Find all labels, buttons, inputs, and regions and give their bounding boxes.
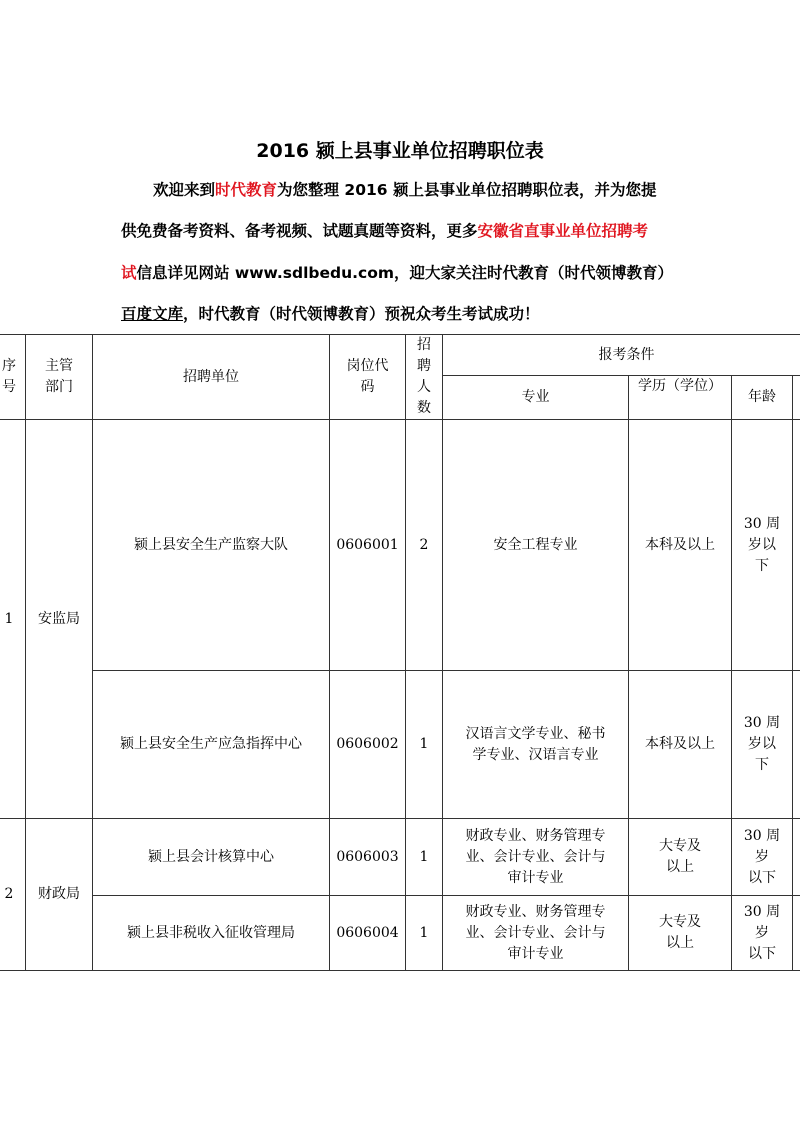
age-cell: 30 周 岁 以下 xyxy=(732,819,793,896)
code-cell: 0606002 xyxy=(330,671,406,819)
table-row xyxy=(0,420,800,671)
unit-cell: 颍上县非税收入征收管理局 xyxy=(93,896,330,971)
major-cell: 财政专业、财务管理专 业、会计专业、会计与 审计专业 xyxy=(443,896,629,971)
header-major: 专业 xyxy=(443,376,629,420)
header-extra xyxy=(793,376,800,420)
seq-cell: 1 xyxy=(0,420,26,819)
extra-cell xyxy=(793,671,800,819)
edu-cell: 大专及 以上 xyxy=(629,819,732,896)
code-cell: 0606001 xyxy=(330,420,406,671)
intro-text: 信息详见网站 www.sdlbedu.com，迎大家关注时代教育（时代领博教育） xyxy=(136,264,674,282)
table-row xyxy=(0,819,800,896)
extra-cell xyxy=(793,819,800,896)
header-conditions: 报考条件 xyxy=(443,335,800,376)
extra-cell xyxy=(793,420,800,671)
intro-line-3 xyxy=(0,261,800,283)
intro-text: 供免费备考资料、备考视频、试题真题等资料，更多 xyxy=(121,222,478,240)
unit-cell: 颍上县安全生产应急指挥中心 xyxy=(93,671,330,819)
edu-cell: 大专及 以上 xyxy=(629,896,732,971)
age-cell: 30 周 岁以 下 xyxy=(732,420,793,671)
header-count: 招 聘 人 数 xyxy=(406,335,443,420)
major-cell: 财政专业、财务管理专 业、会计专业、会计与 审计专业 xyxy=(443,819,629,896)
code-cell: 0606003 xyxy=(330,819,406,896)
baidu-wenku-link[interactable]: 百度文库 xyxy=(121,305,184,323)
header-dept: 主管 部门 xyxy=(26,335,93,420)
recruitment-link-tail[interactable]: 试 xyxy=(121,264,137,282)
major-cell: 汉语言文学专业、秘书 学专业、汉语言专业 xyxy=(443,671,629,819)
count-cell: 1 xyxy=(406,671,443,819)
extra-cell xyxy=(793,896,800,971)
header-code: 岗位代 码 xyxy=(330,335,406,420)
code-cell: 0606004 xyxy=(330,896,406,971)
edu-cell: 本科及以上 xyxy=(629,671,732,819)
intro-line-2 xyxy=(0,219,800,241)
intro-text: 欢迎来到 xyxy=(153,181,216,199)
header-seq: 序 号 xyxy=(0,335,26,420)
age-cell: 30 周 岁 以下 xyxy=(732,896,793,971)
age-cell: 30 周 岁以 下 xyxy=(732,671,793,819)
intro-line-1 xyxy=(0,178,800,200)
recruitment-link[interactable]: 安徽省直事业单位招聘考 xyxy=(477,222,649,240)
major-cell: 安全工程专业 xyxy=(443,420,629,671)
intro-line-4 xyxy=(0,302,800,324)
table-row xyxy=(0,896,800,971)
table-row xyxy=(0,671,800,819)
count-cell: 1 xyxy=(406,819,443,896)
edu-cell: 本科及以上 xyxy=(629,420,732,671)
header-age: 年龄 xyxy=(732,376,793,420)
dept-cell: 财政局 xyxy=(26,819,93,971)
document-title: 2016 颍上县事业单位招聘职位表 xyxy=(256,140,544,162)
intro-text: 为您整理 2016 颍上县事业单位招聘职位表，并为您提 xyxy=(277,181,657,199)
count-cell: 2 xyxy=(406,420,443,671)
positions-table xyxy=(0,334,800,971)
seq-cell: 2 xyxy=(0,819,26,971)
unit-cell: 颍上县会计核算中心 xyxy=(93,819,330,896)
count-cell: 1 xyxy=(406,896,443,971)
intro-text: ，时代教育（时代领博教育）预祝众考生考试成功！ xyxy=(183,305,540,323)
dept-cell: 安监局 xyxy=(26,420,93,819)
brand-link[interactable]: 时代教育 xyxy=(215,181,278,199)
header-unit: 招聘单位 xyxy=(93,335,330,420)
header-edu: 学历（学位） xyxy=(629,376,732,420)
unit-cell: 颍上县安全生产监察大队 xyxy=(93,420,330,671)
header-row-1 xyxy=(0,335,800,376)
